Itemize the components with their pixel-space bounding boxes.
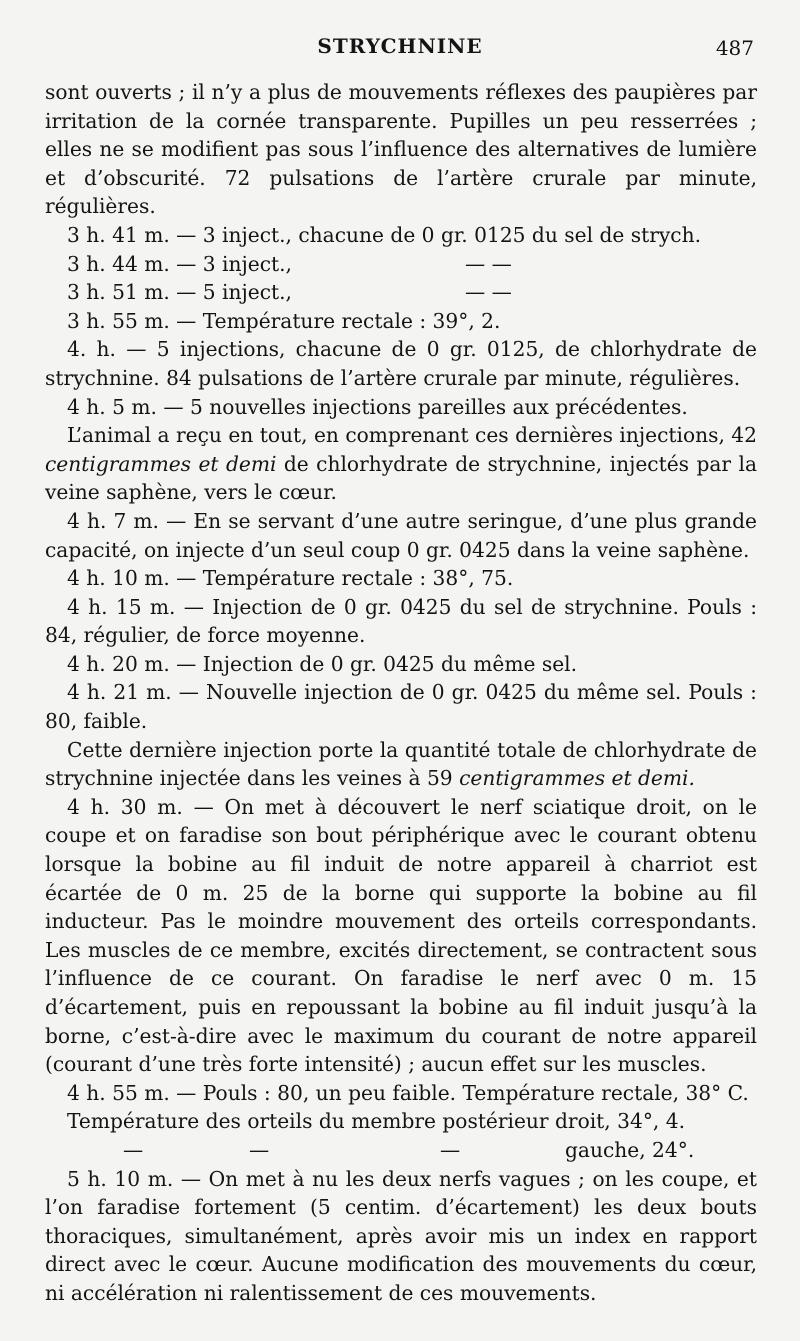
page-number: 487 (715, 36, 754, 60)
text-run: de chlorhydrate de strychnine, injectés par la veine saphène, vers le cœur. (45, 451, 757, 505)
log-entry: 3 h. 41 m. — 3 inject., chacune de 0 gr. 0125 du sel de strych. (67, 222, 701, 247)
text-run: Cette dernière injection porte la quantité totale de chlorhydrate de strychnine injectée dans les veines à 59 (45, 737, 757, 791)
log-entry (45, 250, 757, 279)
paragraph: 4 h. 15 m. — Injection de 0 gr. 0425 du sel de strychnine. Pouls : 84, régulier, de force moyenne. (45, 594, 757, 648)
text-run: L’animal a reçu en tout, en comprenant ces dernières injections, 42 (67, 423, 757, 448)
paragraph: 4 h. 55 m. — Pouls : 80, un peu faible. Température rectale, 38° C. (67, 1080, 749, 1105)
paragraph: 4. h. — 5 injections, chacune de 0 gr. 0125, de chlorhydrate de strychnine. 84 pulsations de l’artère crurale par minute, régulières. (45, 337, 757, 390)
paragraph: 4 h. 10 m. — Température rectale : 38°, 75. (67, 566, 514, 591)
italic-run: centigrammes et demi. (459, 766, 695, 791)
paragraph: 4 h. 5 m. — 5 nouvelles injections pareilles aux précédentes. (67, 394, 688, 419)
paragraph: 4 h. 21 m. — Nouvelle injection de 0 gr. 0425 du même sel. Pouls : 80, faible. (45, 680, 757, 734)
page-header (0, 34, 800, 64)
log-entry (45, 278, 757, 307)
paragraph (45, 736, 757, 793)
ditto-mark: — (123, 1137, 144, 1162)
running-title: STRYCHNINE (317, 34, 483, 58)
ditto-mark: — (249, 1137, 270, 1162)
paragraph: sont ouverts ; il n’y a plus de mouvements réflexes des paupières par irritation de la cornée transparente. Pupilles un peu resserrées ; elles ne se modifient pas sous l’influence des alternatives de lumière et d’obscurité. 72 pulsations de l’artère crurale par minute, régulières. (45, 80, 757, 219)
ditto-line (45, 1136, 757, 1165)
ditto-marks: — — (465, 280, 512, 305)
paragraph: 5 h. 10 m. — On met à nu les deux nerfs vagues ; on les coupe, et l’on faradise fortement (5 centim. d’écartement) les deux bouts thoraciques, simultanément, après avoir mis un index en rapport direct avec le cœur. Aucune modification des mouvements du cœur, ni accélération ni ralentissement de ces mouvements. (45, 1166, 757, 1305)
paragraph: Température des orteils du membre postérieur droit, 34°, 4. (67, 1109, 686, 1134)
log-entry: 3 h. 55 m. — Température rectale : 39°, 2. (67, 308, 501, 333)
paragraph: 4 h. 20 m. — Injection de 0 gr. 0425 du même sel. (67, 651, 578, 676)
entry-text: 3 h. 51 m. — 5 inject., (67, 280, 292, 305)
ditto-mark: — (440, 1137, 461, 1162)
paragraph: 4 h. 7 m. — En se servant d’une autre seringue, d’une plus grande capacité, on injecte d’un seul coup 0 gr. 0425 dans la veine saphène. (45, 508, 757, 562)
paragraph: 4 h. 30 m. — On met à découvert le nerf sciatique droit, on le coupe et on faradise son bout périphérique avec le courant obtenu lorsque la bobine au fil induit de notre appareil à charriot est écartée de 0 m. 25 de la borne qui supporte la bobine au fil inducteur. Pas le moindre mouvement des orteils correspondants. Les muscles de ce membre, excités directement, se contractent sous l’influence de ce courant. On faradise le nerf avec 0 m. 15 d’écartement, puis en repoussant la bobine au fil induit jusqu’à la borne, c’est-à-dire avec le maximum du courant de notre appareil (courant d’une très forte intensité) ; aucun effet sur les muscles. (45, 794, 757, 1077)
ditto-marks: — — (465, 251, 512, 276)
paragraph (45, 421, 757, 507)
entry-text: 3 h. 44 m. — 3 inject., (67, 251, 292, 276)
italic-run: centigrammes et demi (45, 451, 277, 476)
ditto-text: gauche, 24°. (565, 1137, 695, 1162)
page-body (45, 78, 757, 1308)
